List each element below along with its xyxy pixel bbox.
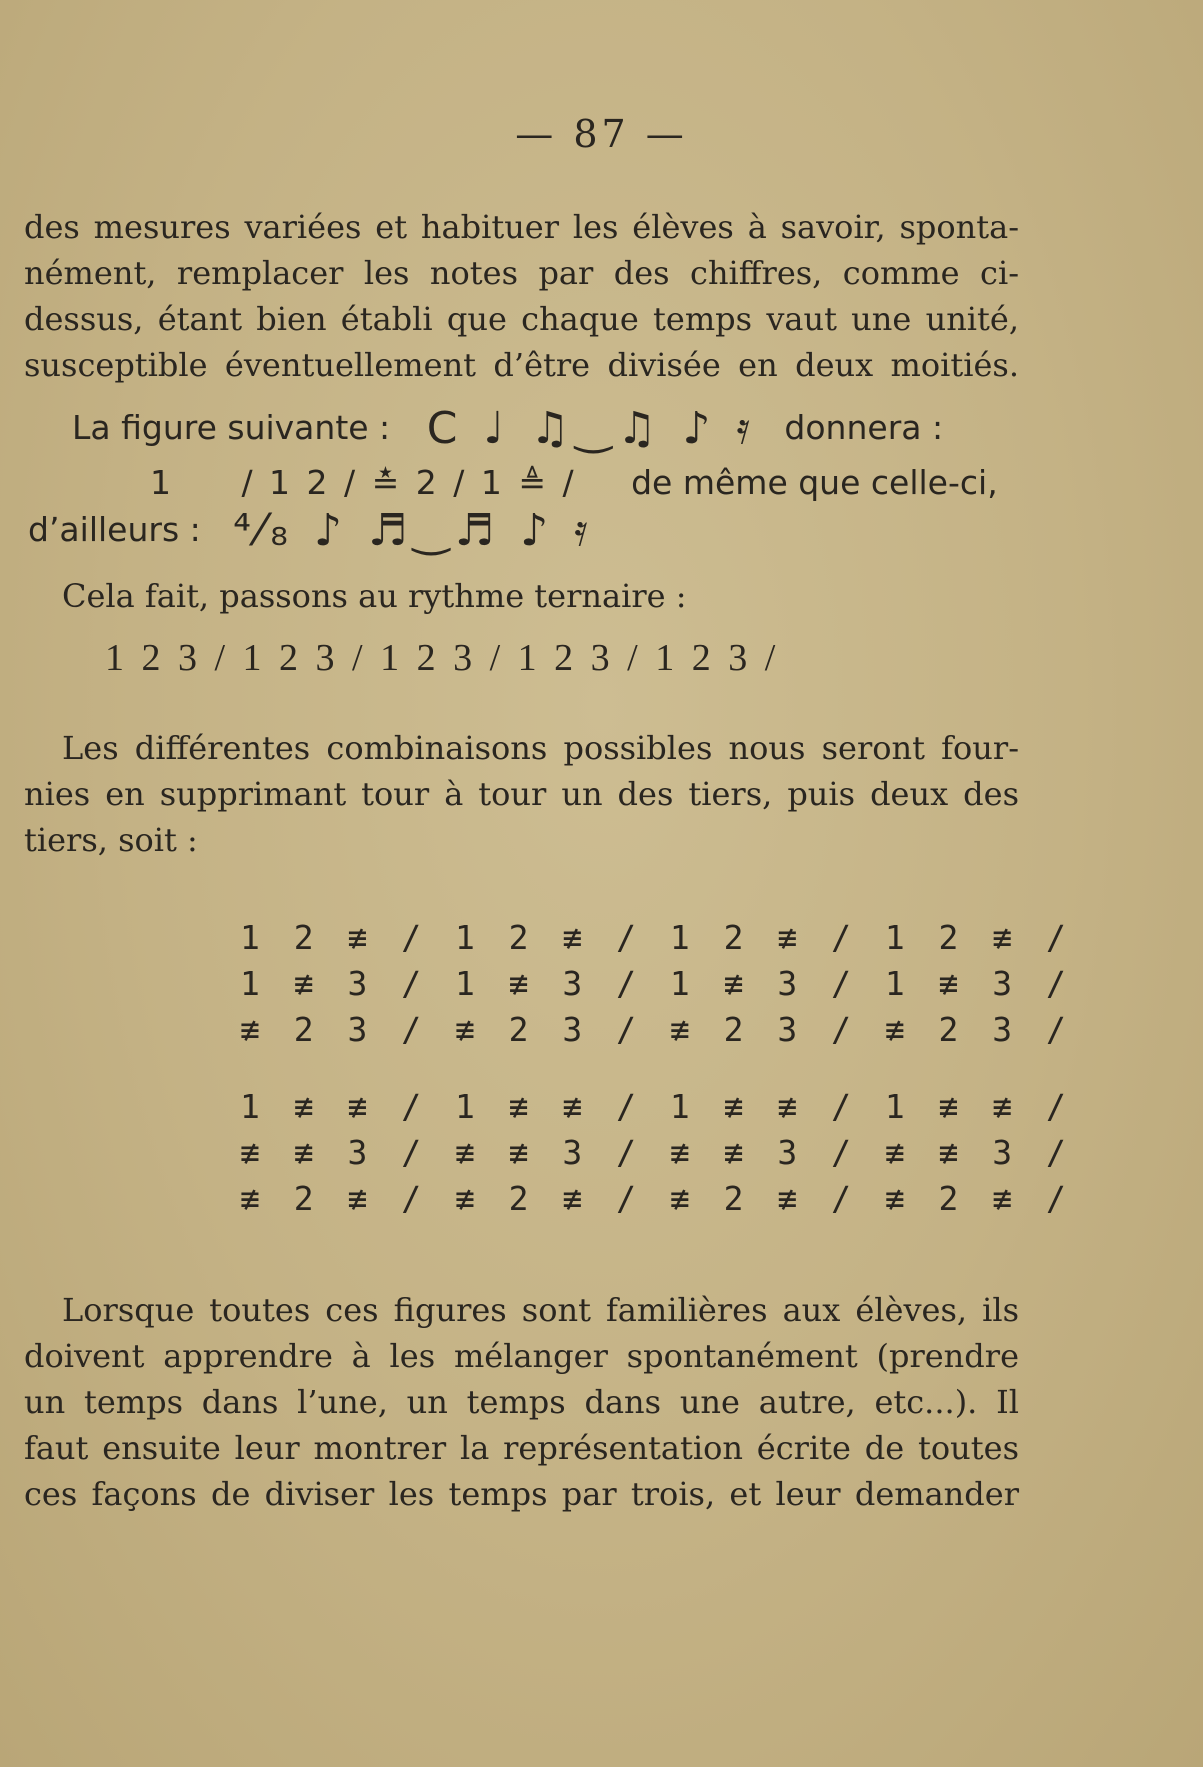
figure-line bbox=[72, 403, 944, 454]
ternary-intro: Cela fait, passons au rythme ternaire : bbox=[62, 577, 687, 615]
text-line: des mesures variées et habituer les élèves à savoir, sponta- bbox=[24, 208, 1019, 246]
text-line: dessus, étant bien établi que chaque temps vaut une unité, bbox=[24, 300, 1019, 338]
figure-intro: La figure suivante : bbox=[72, 408, 391, 447]
figure-outro: donnera : bbox=[784, 408, 944, 447]
count-line bbox=[150, 463, 998, 503]
combination-row: ≢ 2 ≢ / ≢ 2 ≢ / ≢ 2 ≢ / ≢ 2 ≢ / bbox=[240, 1179, 1073, 1218]
paragraph-3 bbox=[24, 1287, 1019, 1517]
combination-row: 1 ≢ ≢ / 1 ≢ ≢ / 1 ≢ ≢ / 1 ≢ ≢ / bbox=[240, 1087, 1073, 1126]
text-line: nément, remplacer les notes par des chiffres, comme ci- bbox=[24, 254, 1019, 292]
text-line: ces façons de diviser les temps par trois, et leur demander bbox=[24, 1475, 1019, 1513]
text-line: Les différentes combinaisons possibles nous seront four- bbox=[62, 729, 1019, 767]
note-figure-1: C ♩ ♫‿♫ ♪ 𝄿 bbox=[426, 403, 756, 454]
count-outro: de même que celle-ci, bbox=[631, 463, 998, 502]
ailleurs-intro: d’ailleurs : bbox=[28, 510, 201, 549]
combination-row: 1 2 ≢ / 1 2 ≢ / 1 2 ≢ / 1 2 ≢ / bbox=[240, 918, 1073, 957]
ternary-sequence: 1 2 3 / 1 2 3 / 1 2 3 / 1 2 3 / 1 2 3 / bbox=[105, 637, 780, 679]
ailleurs-line bbox=[28, 505, 594, 556]
count-sequence: 1 / 1 2 / ≛ 2 / 1 ≜ / bbox=[150, 463, 577, 502]
paragraph-2 bbox=[24, 725, 1019, 863]
note-figure-2: ⁴⁄₈ ♪ ♬‿♬ ♪ 𝄿 bbox=[233, 505, 594, 556]
text-line: Lorsque toutes ces figures sont familières aux élèves, ils bbox=[62, 1291, 1019, 1329]
page-number: — 87 — bbox=[515, 112, 688, 156]
combination-row: 1 ≢ 3 / 1 ≢ 3 / 1 ≢ 3 / 1 ≢ 3 / bbox=[240, 964, 1073, 1003]
text-line: faut ensuite leur montrer la représentation écrite de toutes bbox=[24, 1429, 1019, 1467]
text-line: doivent apprendre à les mélanger spontanément (prendre bbox=[24, 1337, 1019, 1375]
combination-row: ≢ ≢ 3 / ≢ ≢ 3 / ≢ ≢ 3 / ≢ ≢ 3 / bbox=[240, 1133, 1073, 1172]
text-line: tiers, soit : bbox=[24, 821, 198, 859]
text-line: un temps dans l’une, un temps dans une autre, etc...). Il bbox=[24, 1383, 1019, 1421]
text-line: nies en supprimant tour à tour un des tiers, puis deux des bbox=[24, 775, 1019, 813]
paragraph-1 bbox=[24, 204, 1019, 388]
text-line: susceptible éventuellement d’être divisée en deux moitiés. bbox=[24, 346, 1019, 384]
combination-row: ≢ 2 3 / ≢ 2 3 / ≢ 2 3 / ≢ 2 3 / bbox=[240, 1010, 1073, 1049]
